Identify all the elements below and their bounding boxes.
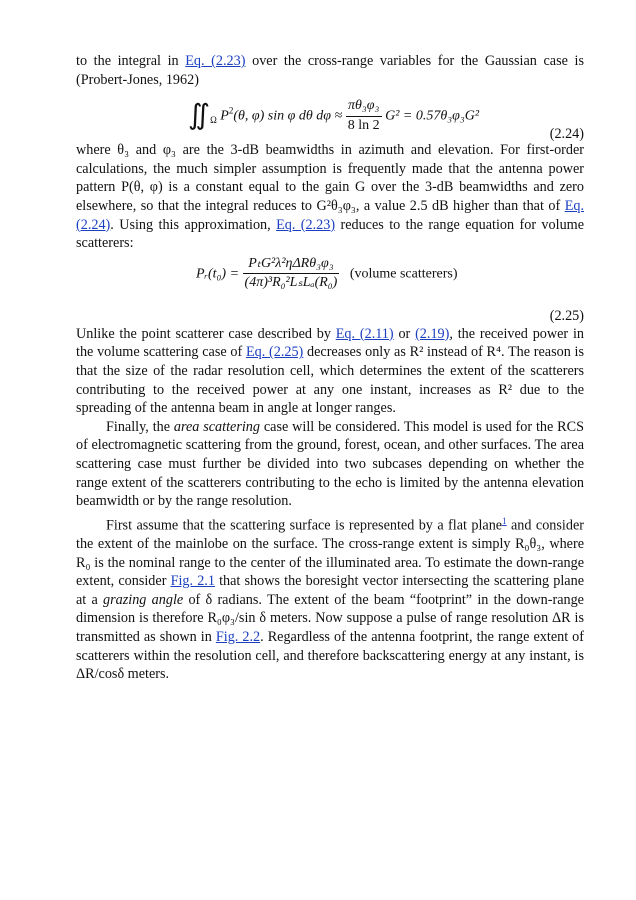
link-eq-2-23-b[interactable]: Eq. (2.23) [276,216,336,233]
equation-2-25 [76,253,584,325]
equation-body: $∬_\Omega$ $P^2(\theta$, φ) sin φ dθ dφ ≈ $\frac{\text{πθ₃φ₃}}{8 \ln 2}$ G² = 0.57θ₃φ₃G² [188,97,479,135]
equation-number: (2.25) [549,307,584,324]
text-segment: decreases only as R² instead of R⁴. The reason is that the size of the radar resolution cell, which determines the extent of the scatterers contributing to the received power at any one instant, increases as R² due to the spreading of the antenna beam in angle at longer ranges. [76,344,584,417]
fraction-denominator: (4π)³R₀²LₛLₐ(R₀) [244,275,338,291]
text-segment: case will be considered. This model is used for the RCS of electromagnetic scattering from the ground, forest, ocean, and other surfaces. The area scattering case must further be divided into two subcases depending on whether the range extent of the scatterers contributing to the echo is limited by the antenna elevation beamwidth or by the range resolution. [76,418,584,510]
fraction-numerator: πθ₃φ₃ [346,97,382,117]
document-page [76,52,584,684]
paragraph-flat-plane [76,511,584,684]
text-segment: Unlike the point scatterer case described by [76,325,336,342]
footnote-link[interactable]: 1 [502,515,507,526]
paragraph-intro [76,52,584,89]
link-eq-2-25[interactable]: Eq. (2.25) [245,344,304,361]
equation-2-24 [76,89,584,141]
equation-note: (volume scatterers) [349,266,458,282]
text-segment: over the cross-range variables for the Gaussian case is (Probert-Jones, 1962) [76,53,584,88]
fraction [346,97,382,135]
text-segment: First assume that the scattering surface is represented by a flat plane [106,517,503,534]
equation-rest: G² = 0.57θ₃φ₃G² [385,108,480,124]
text-segment: or [393,325,416,342]
fraction-denominator: 8 ln 2 [347,117,380,133]
paragraph-beamwidth [76,141,584,253]
text-segment: , the received power in the volume scattering case of [76,325,584,361]
text-segment: where θ₃ and φ₃ are the 3-dB beamwidths in azimuth and elevation. For first-order calculations, the much simpler assumption is frequently made that the antenna power pattern P(θ, φ) is a constant equal to the gain G over the 3-dB beamwidths and zero elsewhere, so that the integral reduces to G²θ₃φ₃, a value 2.5 dB higher than that of [76,142,584,214]
text-segment: . Regardless of the antenna footprint, the range extent of scatterers within the resolution cell, and therefore backscattering energy at any instant, is ΔR/cosδ meters. [76,628,584,683]
integral-domain: Ω [210,115,217,126]
double-integral-icon: ∬ [188,99,211,131]
fraction-numerator: PₜG²λ²ηΔRθ₃φ₃ [243,255,340,275]
paragraph-volume [76,325,584,418]
link-eq-2-24[interactable]: Eq. (2.24) [76,197,584,233]
equation-body [196,255,458,293]
text-segment: . Using this approximation, [110,216,277,233]
link-fig-2-2[interactable]: Fig. 2.2 [215,628,261,645]
link-eq-2-19[interactable]: (2.19) [415,325,450,342]
text-segment: to the integral in [76,53,186,69]
link-eq-2-11[interactable]: Eq. (2.11) [335,325,394,342]
fraction [243,255,340,293]
text-segment: and consider the extent of the mainlobe on the surface. The cross-range extent is simply R₀θ₃, where R₀ is the nominal range to the center of the illuminated area. To estimate the down-range extent, consider [76,517,584,590]
text-segment: Finally, the [106,418,174,435]
emphasis-grazing-angle: grazing angle [103,591,184,608]
equation-number: (2.24) [549,126,584,143]
integrand: P [220,108,229,124]
link-eq-2-23[interactable]: Eq. (2.23) [185,53,246,69]
equation-lhs: Pᵣ(t₀) = [196,266,240,282]
text-segment: that shows the boresight vector intersecting the scattering plane at a [76,573,584,608]
emphasis-area-scattering: area scattering [173,418,260,435]
integrand-args: (θ, φ) sin φ dθ dφ ≈ [233,108,343,124]
paragraph-area-scattering [76,418,584,511]
link-fig-2-1[interactable]: Fig. 2.1 [170,573,215,590]
text-segment: reduces to the range equation for volume scatterers: [76,216,584,252]
text-segment: of δ radians. The extent of the beam “footprint” in the down-range dimension is therefore R₀φ₃/sin δ meters. Now suppose a pulse of range resolution ΔR is transmitted as shown in [76,591,584,645]
